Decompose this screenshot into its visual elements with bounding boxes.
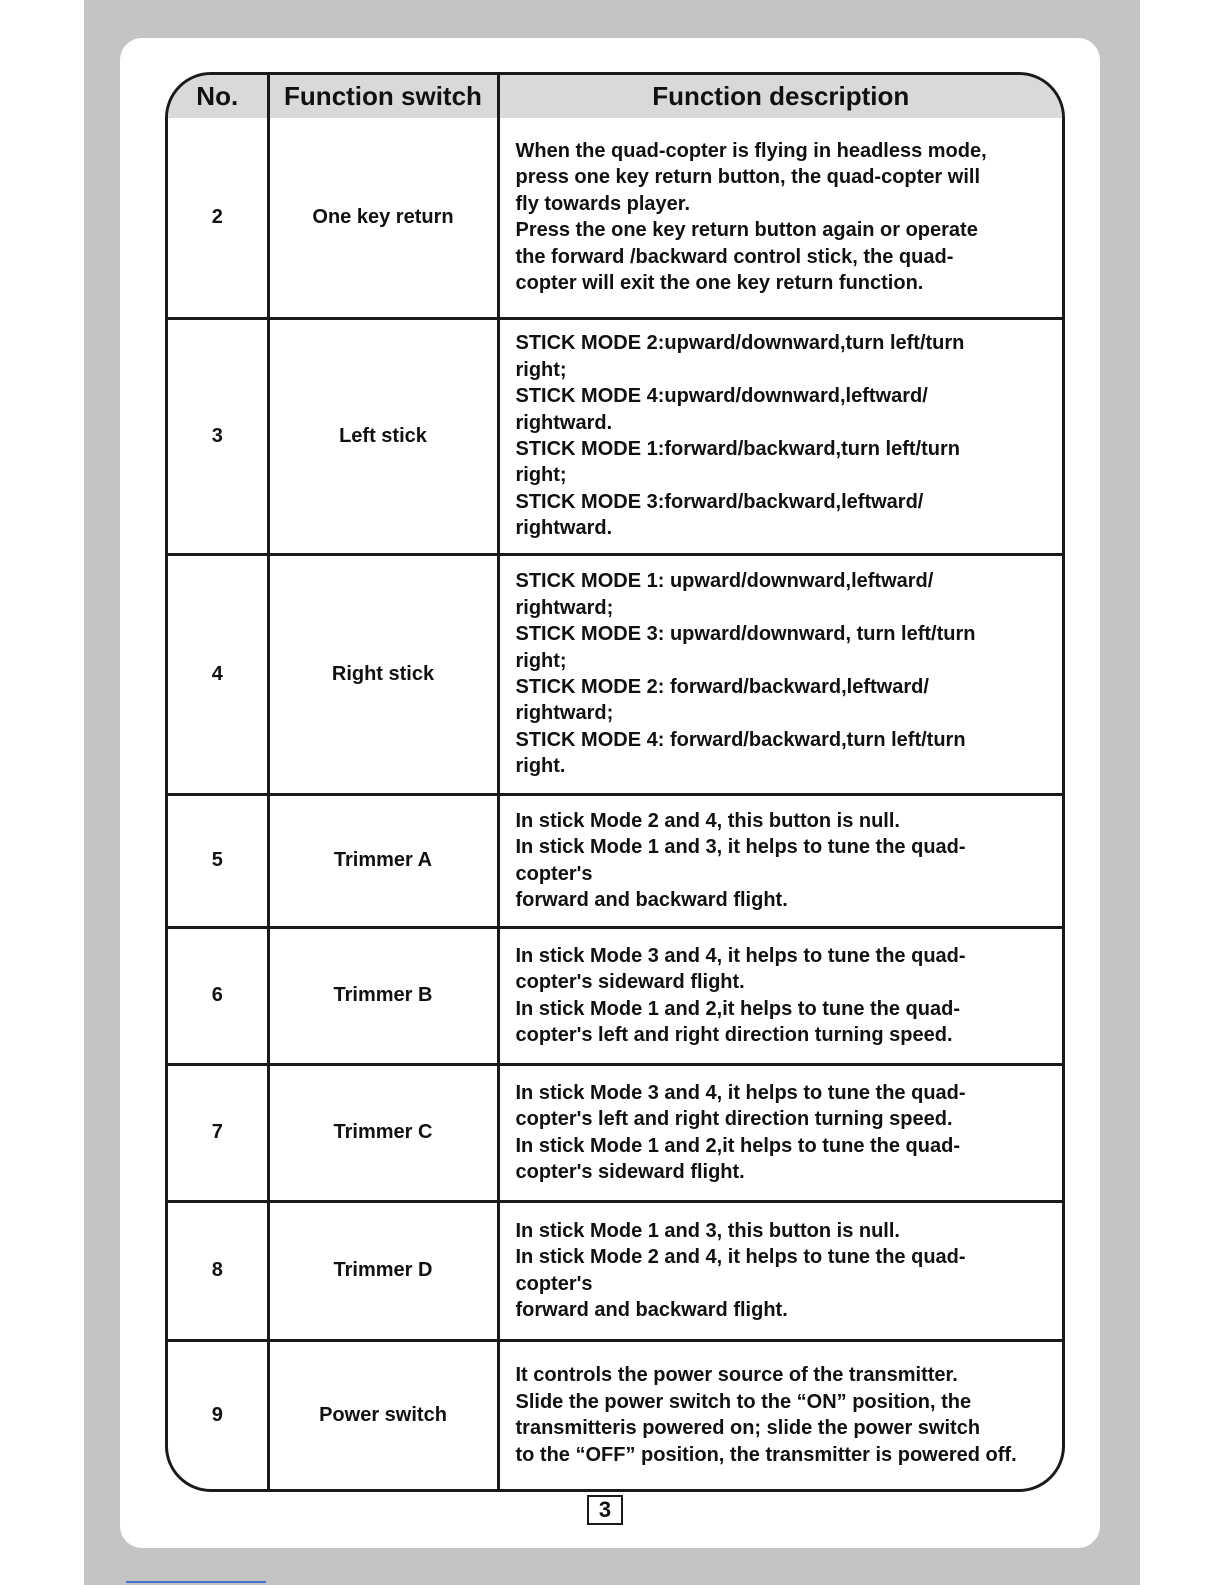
row-number: 7	[168, 1064, 268, 1201]
row-description: STICK MODE 2:upward/downward,turn left/turn right; STICK MODE 4:upward/downward,leftward/ rightward. STICK MODE 1:forward/backward,turn left/turn right; STICK MODE 3:forward/backward,leftward/ rightward.	[498, 318, 1062, 554]
row-number: 2	[168, 118, 268, 318]
header-function-description: Function description	[498, 75, 1062, 118]
table-header-row	[168, 75, 1062, 118]
table-row	[168, 118, 1062, 318]
row-function: Right stick	[268, 554, 498, 794]
table-row	[168, 1201, 1062, 1340]
row-function: One key return	[268, 118, 498, 318]
row-function: Trimmer D	[268, 1201, 498, 1340]
row-number: 9	[168, 1340, 268, 1489]
row-number: 4	[168, 554, 268, 794]
table-row	[168, 927, 1062, 1064]
function-table-frame	[165, 72, 1065, 1492]
table-row	[168, 318, 1062, 554]
table-row	[168, 1340, 1062, 1489]
row-description: STICK MODE 1: upward/downward,leftward/ rightward; STICK MODE 3: upward/downward, turn left/turn right; STICK MODE 2: forward/backward,leftward/ rightward; STICK MODE 4: forward/backward,turn left/turn right.	[498, 554, 1062, 794]
row-number: 6	[168, 927, 268, 1064]
header-no: No.	[168, 75, 268, 118]
function-table	[168, 75, 1062, 1489]
row-number: 8	[168, 1201, 268, 1340]
bottom-link-underline	[126, 1581, 266, 1583]
table-row	[168, 554, 1062, 794]
header-function-switch: Function switch	[268, 75, 498, 118]
row-number: 5	[168, 794, 268, 927]
page-number: 3	[587, 1495, 623, 1525]
row-function: Trimmer C	[268, 1064, 498, 1201]
row-description: When the quad-copter is flying in headless mode, press one key return button, the quad-copter will fly towards player. Press the one key return button again or operate the forward /backward control stick, the quad- copter will exit the one key return function.	[498, 118, 1062, 318]
row-description: In stick Mode 1 and 3, this button is null. In stick Mode 2 and 4, it helps to tune the quad- copter's forward and backward flight.	[498, 1201, 1062, 1340]
row-function: Trimmer A	[268, 794, 498, 927]
table-row	[168, 794, 1062, 927]
row-function: Trimmer B	[268, 927, 498, 1064]
row-function: Power switch	[268, 1340, 498, 1489]
row-description: In stick Mode 2 and 4, this button is null. In stick Mode 1 and 3, it helps to tune the quad- copter's forward and backward flight.	[498, 794, 1062, 927]
table-row	[168, 1064, 1062, 1201]
row-description: In stick Mode 3 and 4, it helps to tune the quad- copter's sideward flight. In stick Mode 1 and 2,it helps to tune the quad- copter's left and right direction turning speed.	[498, 927, 1062, 1064]
row-description: It controls the power source of the transmitter. Slide the power switch to the “ON” position, the transmitteris powered on; slide the power switch to the “OFF” position, the transmitter is powered off.	[515, 1364, 1017, 1466]
row-function: Left stick	[268, 318, 498, 554]
row-number: 3	[168, 318, 268, 554]
row-description: In stick Mode 3 and 4, it helps to tune the quad- copter's left and right direction turning speed. In stick Mode 1 and 2,it helps to tune the quad- copter's sideward flight.	[498, 1064, 1062, 1201]
